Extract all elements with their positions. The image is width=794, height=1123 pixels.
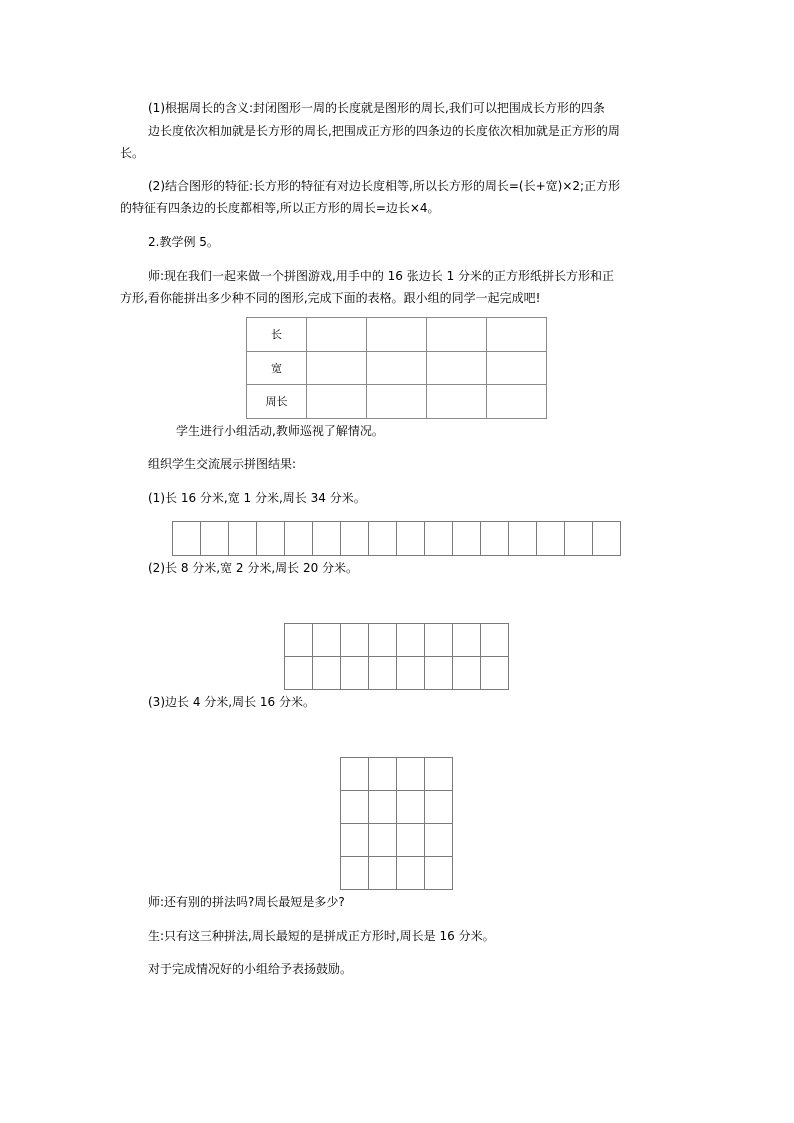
para-4-line-1: 师:现在我们一起来做一个拼图游戏,用手中的 16 张边长 1 分米的正方形纸拼长方形和正 — [148, 269, 615, 283]
unit-square — [313, 657, 341, 690]
table-cell — [307, 318, 367, 352]
unit-square — [397, 791, 425, 824]
table-cell — [427, 385, 487, 419]
para-1-line-2: 边长度依次相加就是长方形的周长,把围成正方形的四条边的长度依次相加就是正方形的周 — [148, 124, 620, 138]
table-cell — [487, 385, 547, 419]
figure-4x4-square — [340, 757, 453, 890]
para-4-line-2: 方形,看你能拼出多少种不同的图形,完成下面的表格。跟小组的同学一起完成吧! — [120, 291, 541, 305]
unit-square — [425, 758, 453, 791]
unit-square — [173, 522, 201, 556]
result-1: (1)长 16 分米,宽 1 分米,周长 34 分米。 — [148, 491, 366, 505]
para-2-line-2: 的特征有四条边的长度都相等,所以正方形的周长=边长×4。 — [120, 201, 440, 215]
unit-square — [341, 791, 369, 824]
para-6: 组织学生交流展示拼图结果: — [148, 457, 297, 471]
unit-square — [481, 657, 509, 690]
unit-square — [285, 624, 313, 657]
unit-square — [593, 522, 621, 556]
student-answer: 生:只有这三种拼法,周长最短的是拼成正方形时,周长是 16 分米。 — [148, 929, 495, 943]
unit-square — [257, 522, 285, 556]
para-1-line-3: 长。 — [120, 146, 145, 160]
unit-square — [453, 522, 481, 556]
para-5: 学生进行小组活动,教师巡视了解情况。 — [176, 424, 384, 438]
table-cell — [307, 352, 367, 385]
unit-square — [369, 758, 397, 791]
para-2-line-1: (2)结合图形的特征:长方形的特征有对边长度相等,所以长方形的周长=(长+宽)×2;正方形 — [148, 179, 621, 193]
unit-square — [425, 791, 453, 824]
record-table — [246, 317, 547, 419]
unit-square — [425, 857, 453, 890]
unit-square — [285, 522, 313, 556]
unit-square — [369, 857, 397, 890]
unit-square — [425, 657, 453, 690]
unit-square — [369, 522, 397, 556]
figure-16x1-rectangle — [172, 521, 621, 556]
unit-square — [397, 824, 425, 857]
unit-square — [397, 857, 425, 890]
para-1-line-1: (1)根据周长的含义:封闭图形一周的长度就是图形的周长,我们可以把围成长方形的四条 — [148, 101, 605, 115]
unit-square — [201, 522, 229, 556]
unit-square — [313, 522, 341, 556]
unit-square — [369, 657, 397, 690]
unit-square — [341, 624, 369, 657]
table-cell — [427, 318, 487, 352]
unit-square — [397, 624, 425, 657]
table-cell — [307, 385, 367, 419]
unit-square — [369, 824, 397, 857]
row-label-perimeter: 周长 — [247, 385, 307, 419]
unit-square — [369, 791, 397, 824]
unit-square — [425, 522, 453, 556]
table-cell — [487, 352, 547, 385]
unit-square — [425, 624, 453, 657]
teacher-question: 师:还有别的拼法吗?周长最短是多少? — [148, 895, 345, 909]
unit-square — [453, 657, 481, 690]
unit-square — [341, 857, 369, 890]
row-label-length: 长 — [247, 318, 307, 352]
table-cell — [427, 352, 487, 385]
unit-square — [481, 522, 509, 556]
result-2: (2)长 8 分米,宽 2 分米,周长 20 分米。 — [148, 561, 359, 575]
unit-square — [341, 522, 369, 556]
unit-square — [425, 824, 453, 857]
unit-square — [341, 657, 369, 690]
unit-square — [341, 758, 369, 791]
section-heading: 2.教学例 5。 — [148, 235, 219, 249]
unit-square — [397, 657, 425, 690]
unit-square — [481, 624, 509, 657]
unit-square — [313, 624, 341, 657]
unit-square — [369, 624, 397, 657]
table-cell — [367, 318, 427, 352]
table-cell — [487, 318, 547, 352]
unit-square — [509, 522, 537, 556]
unit-square — [229, 522, 257, 556]
unit-square — [285, 657, 313, 690]
unit-square — [397, 522, 425, 556]
closing-note: 对于完成情况好的小组给予表扬鼓励。 — [148, 962, 353, 976]
unit-square — [341, 824, 369, 857]
figure-8x2-rectangle — [284, 623, 509, 690]
unit-square — [397, 758, 425, 791]
table-cell — [367, 385, 427, 419]
unit-square — [565, 522, 593, 556]
result-3: (3)边长 4 分米,周长 16 分米。 — [148, 695, 315, 709]
unit-square — [453, 624, 481, 657]
row-label-width: 宽 — [247, 352, 307, 385]
unit-square — [537, 522, 565, 556]
table-cell — [367, 352, 427, 385]
